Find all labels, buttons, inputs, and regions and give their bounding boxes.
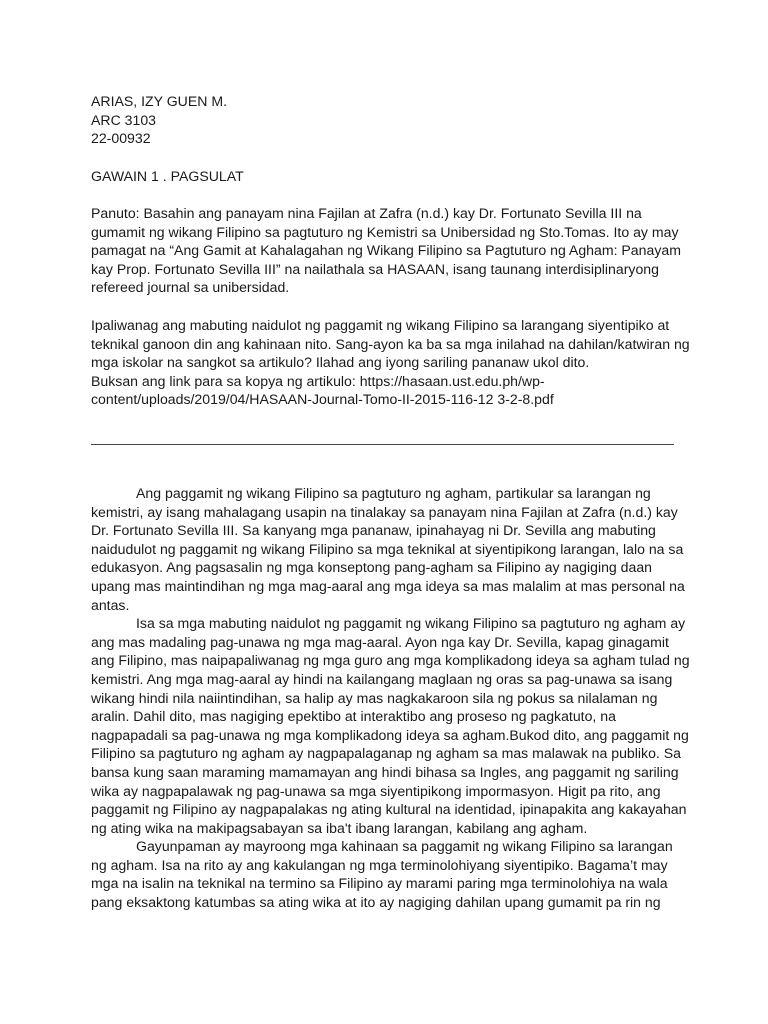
essay-line: mga na isalin na teknikal na termino sa Filipino ay marami paring mga terminolohiya na wala (91, 875, 668, 892)
instructions-panuto (91, 204, 691, 297)
essay-line: Isa sa mga mabuting naidulot ng paggamit ng wikang Filipino sa pagtuturo ng agham ay (136, 615, 686, 632)
prompt-line: Buksan ang link para sa kopya ng artikulo: https://hasaan.ust.edu.ph/wp- (91, 372, 545, 389)
prompt-line: mga iskolar na sangkot sa artikulo? Ilahad ang iyong sariling pananaw ukol dito. (91, 354, 590, 371)
essay-line: paggamit ng Filipino ay nagpapalakas ng ating kultural na identidad, ipinapakita ang kakayahan (91, 801, 687, 818)
essay-body (91, 484, 691, 912)
activity-title-text: GAWAIN 1 . PAGSULAT (91, 168, 244, 184)
essay-line: Dr. Fortunato Sevilla III. Sa kanyang mga pananaw, ipinahayag ni Dr. Sevilla ang mabuting (91, 522, 656, 539)
panuto-line: gumamit ng wikang Filipino sa pagtuturo ng Kemistri sa Unibersidad ng Sto.Tomas. Ito ay may (91, 223, 679, 240)
essay-line: bansa kung saan maraming mamamayan ang hindi bihasa sa Ingles, ang paggamit ng sariling (91, 763, 679, 780)
essay-line: naidudulot ng paggamit ng wikang Filipino sa mga teknikal at siyentipikong larangan, lalo na sa (91, 540, 684, 557)
student-name: ARIAS, IZY GUEN M. (91, 93, 228, 109)
essay-line: Gayunpaman ay mayroong mga kahinaan sa paggamit ng wikang Filipino sa larangan (136, 838, 673, 855)
panuto-line: kay Prop. Fortunato Sevilla III” na nailathala sa HASAAN, isang taunang interdisiplinaryong (91, 260, 659, 277)
essay-line: kemistri, ay isang mahalagang usapin na tinalakay sa panayam nina Fajilan at Zafra (n.d.) kay (91, 503, 678, 520)
essay-line: nagpapadali sa pag-unawa ng mga komplikadong ideya sa agham.Bukod dito, ang paggamit ng (91, 726, 689, 743)
section-divider (91, 444, 674, 445)
essay-line: ng agham. Isa na rito ay ang kakulangan ng mga terminolohiyang siyentipiko. Bagama’t may (91, 856, 668, 873)
panuto-line: pamagat na “Ang Gamit at Kahalagahan ng Wikang Filipino sa Pagtuturo ng Agham: Panayam (91, 242, 681, 259)
prompt-link-line: content/uploads/2019/04/HASAAN-Journal-Tomo-II-2015-116-12 3-2-8.pdf (91, 391, 554, 408)
instructions-prompt (91, 316, 691, 409)
activity-title (91, 167, 691, 186)
prompt-line: teknikal ganoon din ang kahinaan nito. Sang-ayon ka ba sa mga inilahad na dahilan/katwiran ng (91, 335, 690, 352)
essay-line: antas. (91, 596, 130, 613)
essay-line: ang Filipino, mas naipapaliwanag ng mga guro ang mga komplikadong ideya sa agham tulad ng (91, 652, 690, 669)
essay-line: kemistri. Ang mga mag-aaral ay hindi na kailangang maglaan ng oras sa pag-unawa sa isang (91, 670, 673, 687)
course-section: ARC 3103 (91, 111, 157, 128)
student-info (91, 92, 691, 148)
essay-line: Ang paggamit ng wikang Filipino sa pagtuturo ng agham, partikular sa larangan ng (136, 485, 651, 501)
essay-line: pang eksaktong katumbas sa ating wika at ito ay nagiging dahilan upang gumamit pa rin ng (91, 894, 661, 911)
essay-line: wika ay nagpapalawak ng pag-unawa sa mga siyentipikong impormasyon. Higit pa rito, ang (91, 782, 661, 799)
essay-line: wikang hindi nila naiintindihan, sa halip ay mas nagkakaroon sila ng pokus sa nilalaman ng (91, 689, 658, 706)
essay-line: aralin. Dahil dito, mas nagiging epektibo at interaktibo ang proseso ng pagkatuto, na (91, 708, 616, 725)
essay-line: ng ating wika na makipagsabayan sa iba't ibang larangan, kabilang ang agham. (91, 819, 588, 836)
panuto-line: Panuto: Basahin ang panayam nina Fajilan at Zafra (n.d.) kay Dr. Fortunato Sevilla III na (91, 205, 642, 221)
essay-line: ang mas madaling pag-unawa ng mga mag-aaral. Ayon nga kay Dr. Sevilla, kapag ginagamit (91, 633, 669, 650)
panuto-line: refereed journal sa unibersidad. (91, 279, 290, 296)
essay-line: upang mas maintindihan ng mga mag-aaral ang mga ideya sa mas malalim at mas personal na (91, 577, 685, 594)
essay-line: edukasyon. Ang pagsasalin ng mga konseptong pang-agham sa Filipino ay nagiging daan (91, 559, 653, 576)
student-number: 22-00932 (91, 130, 151, 147)
essay-line: Filipino sa pagtuturo ng agham ay nagpapalaganap ng agham sa mas malawak na publiko. Sa (91, 745, 681, 762)
prompt-line: Ipaliwanag ang mabuting naidulot ng paggamit ng wikang Filipino sa larangang siyentipiko at (91, 317, 670, 333)
